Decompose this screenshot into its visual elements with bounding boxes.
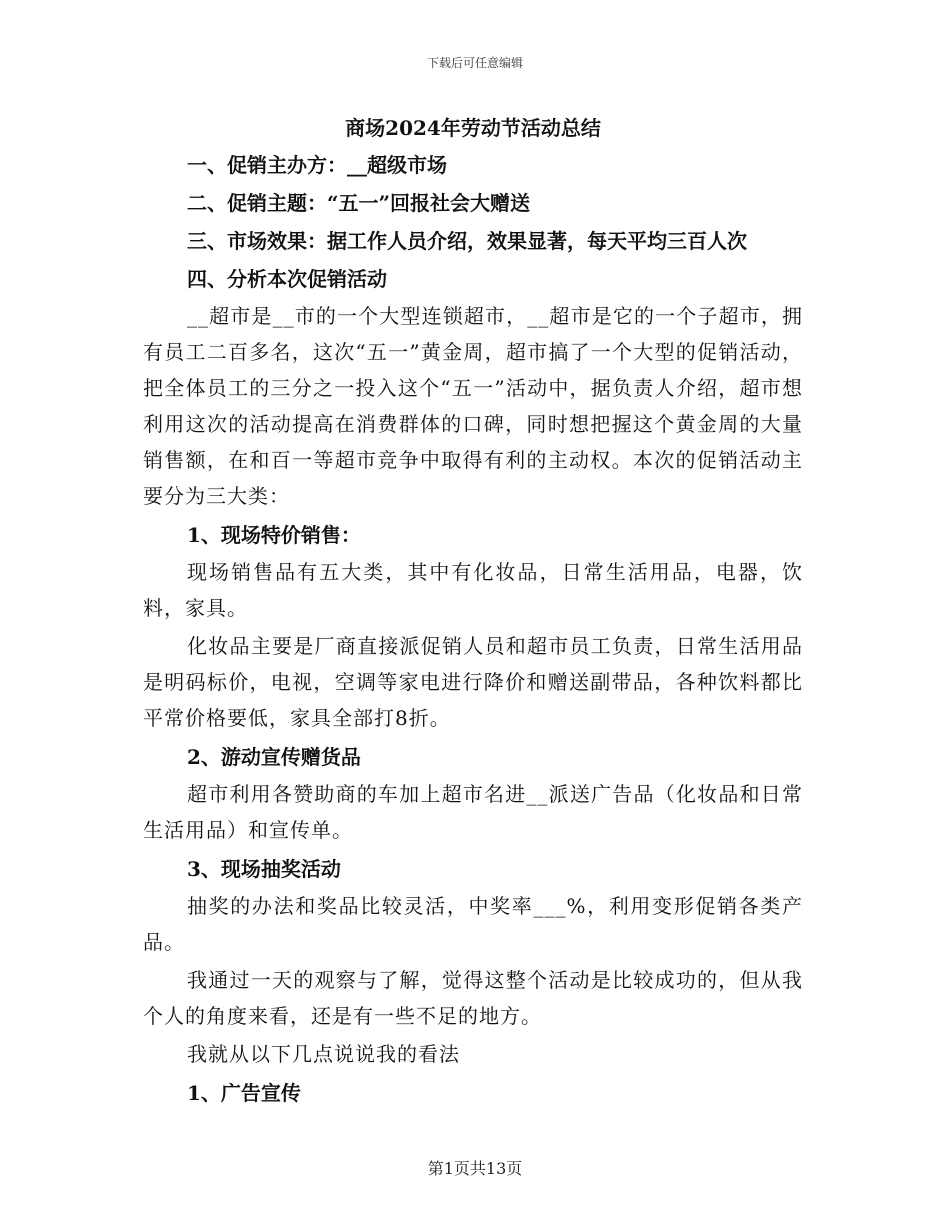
paragraph-opinion-intro: 我就从以下几点说说我的看法 xyxy=(187,1042,460,1066)
paragraph-observation: 我通过一天的观察与了解，觉得这整个活动是比较成功的，但从我个人的角度来看，还是有一些不足的地方。 xyxy=(143,968,803,1028)
subheading-onsite-sale: 1、现场特价销售： xyxy=(187,523,361,547)
paragraph-sale-categories: 现场销售品有五大类，其中有化妆品，日常生活用品，电器，饮料，家具。 xyxy=(143,560,803,620)
paragraph-lottery: 抽奖的办法和奖品比较灵活，中奖率___%，利用变形促销各类产品。 xyxy=(143,894,803,954)
paragraph-mobile-promo: 超市利用各赞助商的车加上超市名进__派送广告品（化妆品和日常生活用品）和宣传单。 xyxy=(143,782,803,842)
heading-analysis: 四、分析本次促销活动 xyxy=(187,267,387,291)
subheading-advertising: 1、广告宣传 xyxy=(187,1081,301,1105)
paragraph-intro: __超市是__市的一个大型连锁超市，__超市是它的一个子超市，拥有员工二百多名，这次“五一”黄金周，超市搞了一个大型的促销活动，把全体员工的三分之一投入这个“五一”活动中，据负责人介绍，超市想利用这次的活动提高在消费群体的口碑，同时想把握这个黄金周的大量销售额，在和百一等超市竞争中取得有利的主动权。本次的促销活动主要分为三大类： xyxy=(143,304,803,508)
document-title: 商场2024年劳动节活动总结 xyxy=(345,116,601,140)
paragraph-sale-details: 化妆品主要是厂商直接派促销人员和超市员工负责，日常生活用品是明码标价，电视，空调等家电进行降价和赠送副带品，各种饮料都比平常价格要低，家具全部打8折。 xyxy=(143,634,803,730)
document-body xyxy=(143,112,803,1112)
subheading-lottery: 3、现场抽奖活动 xyxy=(187,857,341,881)
subheading-mobile-promo: 2、游动宣传赠货品 xyxy=(187,745,361,769)
page-number-footer: 第1页共13页 xyxy=(427,1159,523,1178)
heading-theme: 二、促销主题：“五一”回报社会大赠送 xyxy=(187,191,531,215)
heading-organizer: 一、促销主办方：__超级市场 xyxy=(187,153,447,177)
header-note: 下载后可任意编辑 xyxy=(426,56,523,70)
heading-market-effect: 三、市场效果：据工作人员介绍，效果显著，每天平均三百人次 xyxy=(187,229,747,253)
